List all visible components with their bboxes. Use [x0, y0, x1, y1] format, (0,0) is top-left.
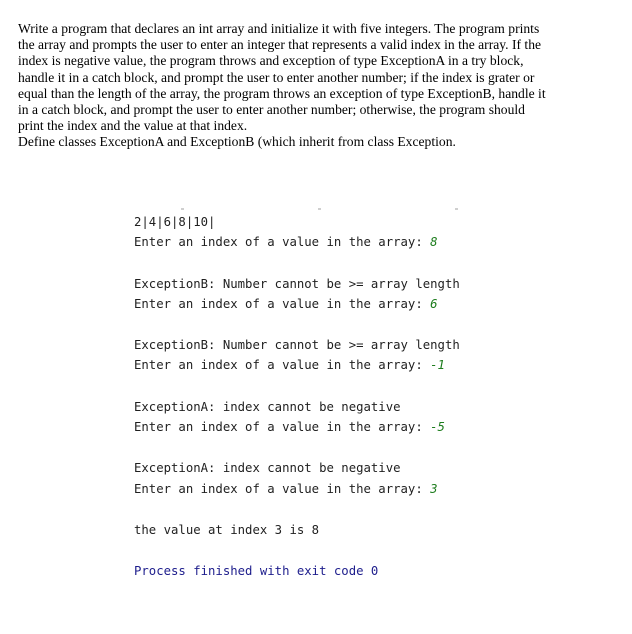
- speck: [181, 208, 184, 210]
- problem-line: print the index and the value at that index.: [18, 118, 248, 134]
- problem-line: equal than the length of the array, the program throws an exception of type ExceptionB, handle it: [18, 85, 546, 101]
- speck: [455, 208, 458, 210]
- prompt-line: [134, 296, 438, 312]
- prompt-text: Enter an index of a value in the array:: [134, 235, 431, 249]
- user-input: 6: [430, 297, 438, 311]
- prompt-line: [134, 234, 438, 250]
- exception-message: ExceptionB: Number cannot be >= array length: [134, 277, 460, 291]
- speck: [318, 208, 321, 210]
- problem-line: index is negative value, the program throws and exception of type ExceptionA in a try block,: [18, 53, 524, 69]
- user-input: -1: [430, 358, 445, 372]
- user-input: -5: [430, 420, 445, 434]
- exception-message: ExceptionA: index cannot be negative: [134, 461, 401, 475]
- array-output: 2|4|6|8|10|: [134, 215, 216, 229]
- problem-line: the array and prompts the user to enter an integer that represents a valid index in the array. If the: [18, 37, 542, 53]
- prompt-text: Enter an index of a value in the array:: [134, 420, 431, 434]
- result-line: the value at index 3 is 8: [134, 523, 320, 537]
- problem-line: in a catch block, and prompt the user to enter another number; otherwise, the program should: [18, 102, 525, 118]
- exception-message: ExceptionB: Number cannot be >= array length: [134, 338, 460, 352]
- prompt-text: Enter an index of a value in the array:: [134, 482, 431, 496]
- user-input: 8: [430, 235, 438, 249]
- exit-message: Process finished with exit code 0: [134, 564, 379, 578]
- prompt-line: [134, 419, 445, 435]
- user-input: 3: [430, 482, 438, 496]
- prompt-line: [134, 357, 445, 373]
- prompt-line: [134, 481, 438, 497]
- prompt-text: Enter an index of a value in the array:: [134, 358, 431, 372]
- problem-line: handle it in a catch block, and prompt the user to enter another number; if the index is grater or: [18, 69, 535, 85]
- problem-statement: [18, 21, 618, 151]
- problem-line: Define classes ExceptionA and ExceptionB (which inherit from class Exception.: [18, 134, 456, 150]
- exception-message: ExceptionA: index cannot be negative: [134, 400, 401, 414]
- problem-line: Write a program that declares an int array and initialize it with five integers. The program prints: [18, 21, 540, 36]
- prompt-text: Enter an index of a value in the array:: [134, 297, 431, 311]
